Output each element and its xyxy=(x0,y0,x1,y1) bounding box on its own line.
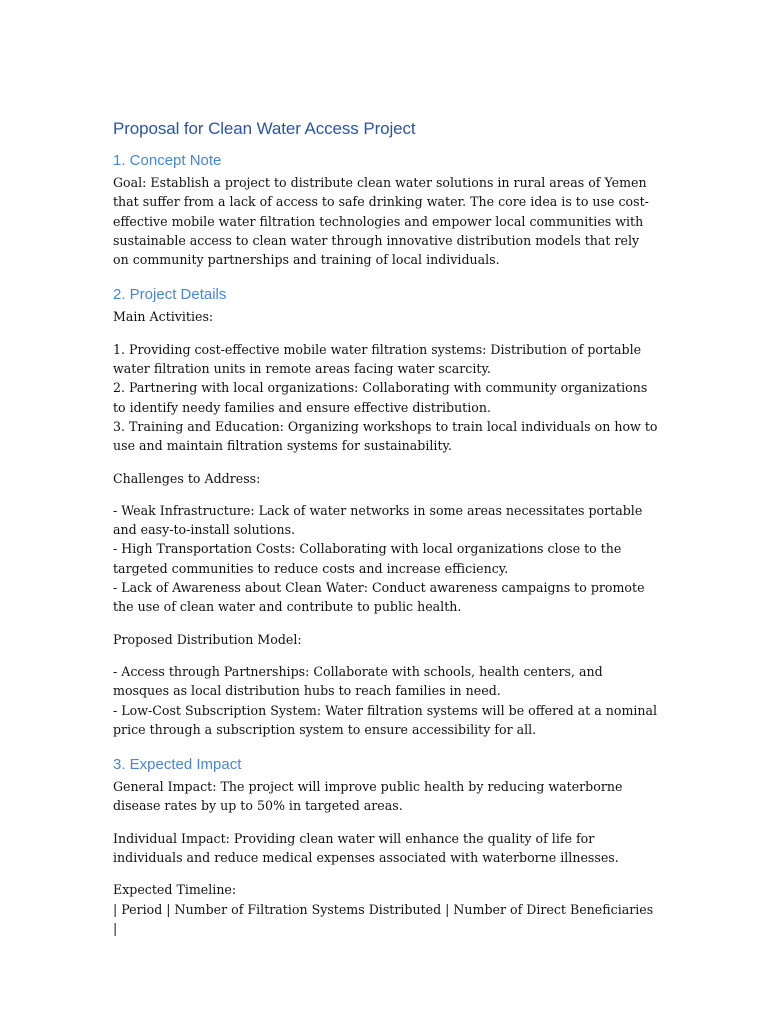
document-title: Proposal for Clean Water Access Project xyxy=(113,119,416,138)
section-heading: 2. Project Details xyxy=(113,286,227,304)
paragraph-main-activities-label: Main Activities: xyxy=(113,309,214,325)
paragraph-general-impact: General Impact: The project will improve public health by reducing waterborne disease rates by up to 50% in targeted areas. xyxy=(113,779,623,814)
section-heading: 1. Concept Note xyxy=(113,152,222,169)
document-page xyxy=(113,118,658,951)
section-concept-note xyxy=(113,151,658,269)
paragraph-challenges-label: Challenges to Address: xyxy=(113,470,261,486)
paragraph-goal: Goal: Establish a project to distribute clean water solutions in rural areas of Yemen that suffer from a lack of access to safe drinking water. The core idea is to use cost-effective mobile water filtration technologies and empower local communities with sustainable access to clean water through innovative distribution models that rely on community partnerships and training of local individuals. xyxy=(113,175,649,268)
paragraph-main-activities-list: 1. Providing cost-effective mobile water filtration systems: Distribution of portable water filtration units in remote areas facing water scarcity. 2. Partnering with local organizations: Collaborating with community organizations to identify needy families and ensure effective distribution. 3. Training and Education: Organizing workshops to train local individuals on how to use and maintain filtration systems for sustainability. xyxy=(113,341,658,454)
section-expected-impact xyxy=(113,755,658,938)
paragraph-challenges-list: - Weak Infrastructure: Lack of water networks in some areas necessitates portable and easy-to-install solutions. - High Transportation Costs: Collaborating with local organizations close to the targeted communities to reduce costs and increase efficiency. - Lack of Awareness about Clean Water: Conduct awareness campaigns to promote the use of clean water and contribute to public health. xyxy=(113,502,645,615)
paragraph-distribution-label: Proposed Distribution Model: xyxy=(113,631,302,647)
paragraph-individual-impact: Individual Impact: Providing clean water will enhance the quality of life for individuals and reduce medical expenses associated with waterborne illnesses. xyxy=(113,830,619,866)
paragraph-distribution-list: - Access through Partnerships: Collaborate with schools, health centers, and mosques as local distribution hubs to reach families in need. - Low-Cost Subscription System: Water filtration systems will be offered at a nominal price through a subscription system to ensure accessibility for all. xyxy=(113,663,658,737)
section-heading: 3. Expected Impact xyxy=(113,756,242,774)
paragraph-expected-timeline: Expected Timeline: | Period | Number of Filtration Systems Distributed | Number of Direct Beneficiaries | xyxy=(113,882,654,936)
section-project-details xyxy=(113,285,658,739)
